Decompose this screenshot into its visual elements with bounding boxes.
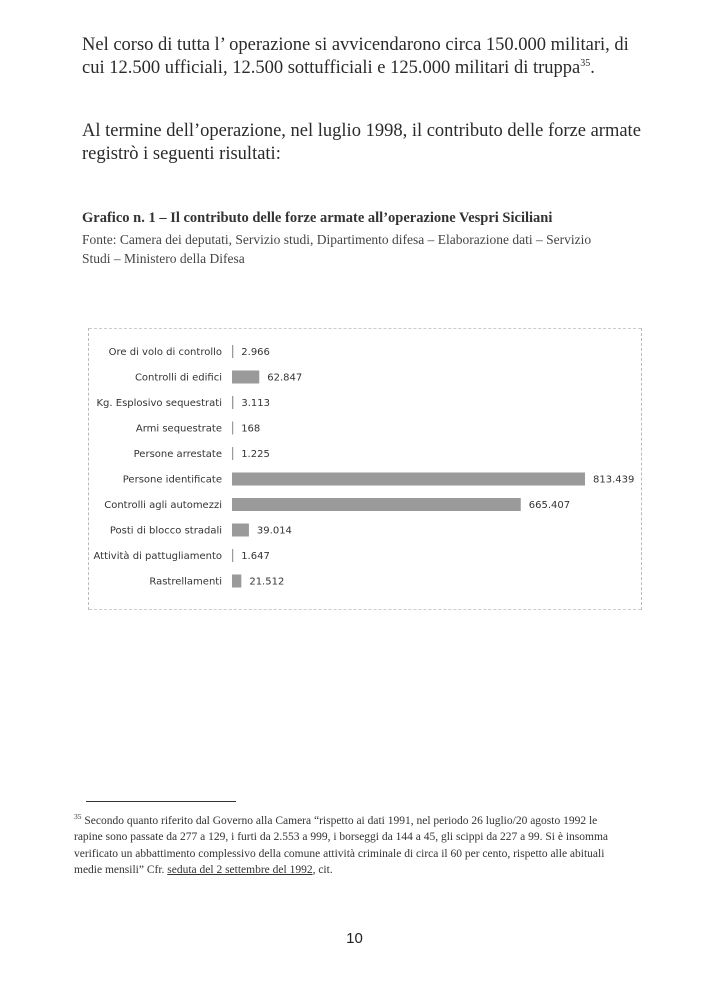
bar [232, 396, 233, 409]
value-label: 21.512 [249, 576, 285, 588]
footnote-tail: , cit. [312, 864, 333, 877]
value-label: 1.647 [241, 551, 270, 562]
bar [232, 575, 241, 588]
bar-chart [89, 328, 641, 610]
bar [232, 422, 233, 435]
value-label: 665.407 [528, 500, 571, 511]
bar [232, 473, 585, 486]
value-label: 1.225 [241, 449, 270, 460]
bar [232, 371, 259, 384]
category-label: Controlli di edifici [134, 372, 222, 384]
chart-frame [88, 328, 642, 610]
category-label: Persone arrestate [133, 449, 222, 460]
value-label: 2.966 [241, 347, 270, 358]
footnote-number: 35 [74, 812, 82, 821]
footnote-text: Secondo quanto riferito dal Governo alla Camera “rispetto ai dati 1991, nel periodo 26 luglio/20 agosto 1992 le rapine sono passate da 277 a 129, i furti da 2.553 a 999, i borseggi da 144 a 45, gli scippi da 227 a 99. Si è insomma verificato un abbattimento complessivo della comune attività criminale di circa il 60 per cento, rispetto alle abituali medie mensili” Cfr. [74, 814, 609, 877]
paragraph-text: Nel corso di tutta l’ operazione si avvicendarono circa 150.000 militari, di cui 12.500 ufficiali, 12.500 sottufficiali e 125.000 militari di truppa [82, 35, 629, 78]
category-label: Persone identificate [122, 474, 222, 486]
value-label: 813.439 [593, 474, 635, 486]
bar [232, 524, 249, 537]
category-label: Rastrellamenti [149, 576, 222, 588]
bar [232, 498, 521, 511]
paragraph-operation-personnel [82, 34, 642, 80]
category-label: Ore di volo di controllo [108, 347, 222, 358]
page-number: 10 [346, 930, 363, 947]
bar [232, 447, 233, 460]
bar [232, 345, 233, 358]
category-label: Controlli agli automezzi [104, 500, 222, 511]
chart-heading: Grafico n. 1 – Il contributo delle forze armate all’operazione Vespri Siciliani [82, 210, 553, 226]
paragraph-results-intro: Al termine dell’operazione, nel luglio 1998, il contributo delle forze armate registrò i seguenti risultati: [82, 121, 641, 164]
category-label: Attività di pattugliamento [93, 551, 222, 562]
chart-source: Fonte: Camera dei deputati, Servizio studi, Dipartimento difesa – Elaborazione dati – Servizio Studi – Ministero della Difesa [82, 232, 592, 266]
category-label: Armi sequestrate [135, 423, 222, 435]
category-label: Posti di blocco stradali [109, 525, 222, 537]
value-label: 39.014 [256, 525, 292, 537]
value-label: 168 [241, 423, 261, 435]
footnote [74, 809, 614, 879]
footnote-divider [86, 801, 236, 802]
value-label: 3.113 [241, 398, 270, 409]
footnote-link[interactable]: seduta del 2 settembre del 1992 [167, 864, 313, 877]
footnote-reference[interactable]: 35 [580, 57, 591, 69]
category-label: Kg. Esplosivo sequestrati [96, 398, 222, 409]
paragraph-end: . [590, 58, 595, 78]
value-label: 62.847 [267, 372, 303, 384]
bar [232, 549, 233, 562]
